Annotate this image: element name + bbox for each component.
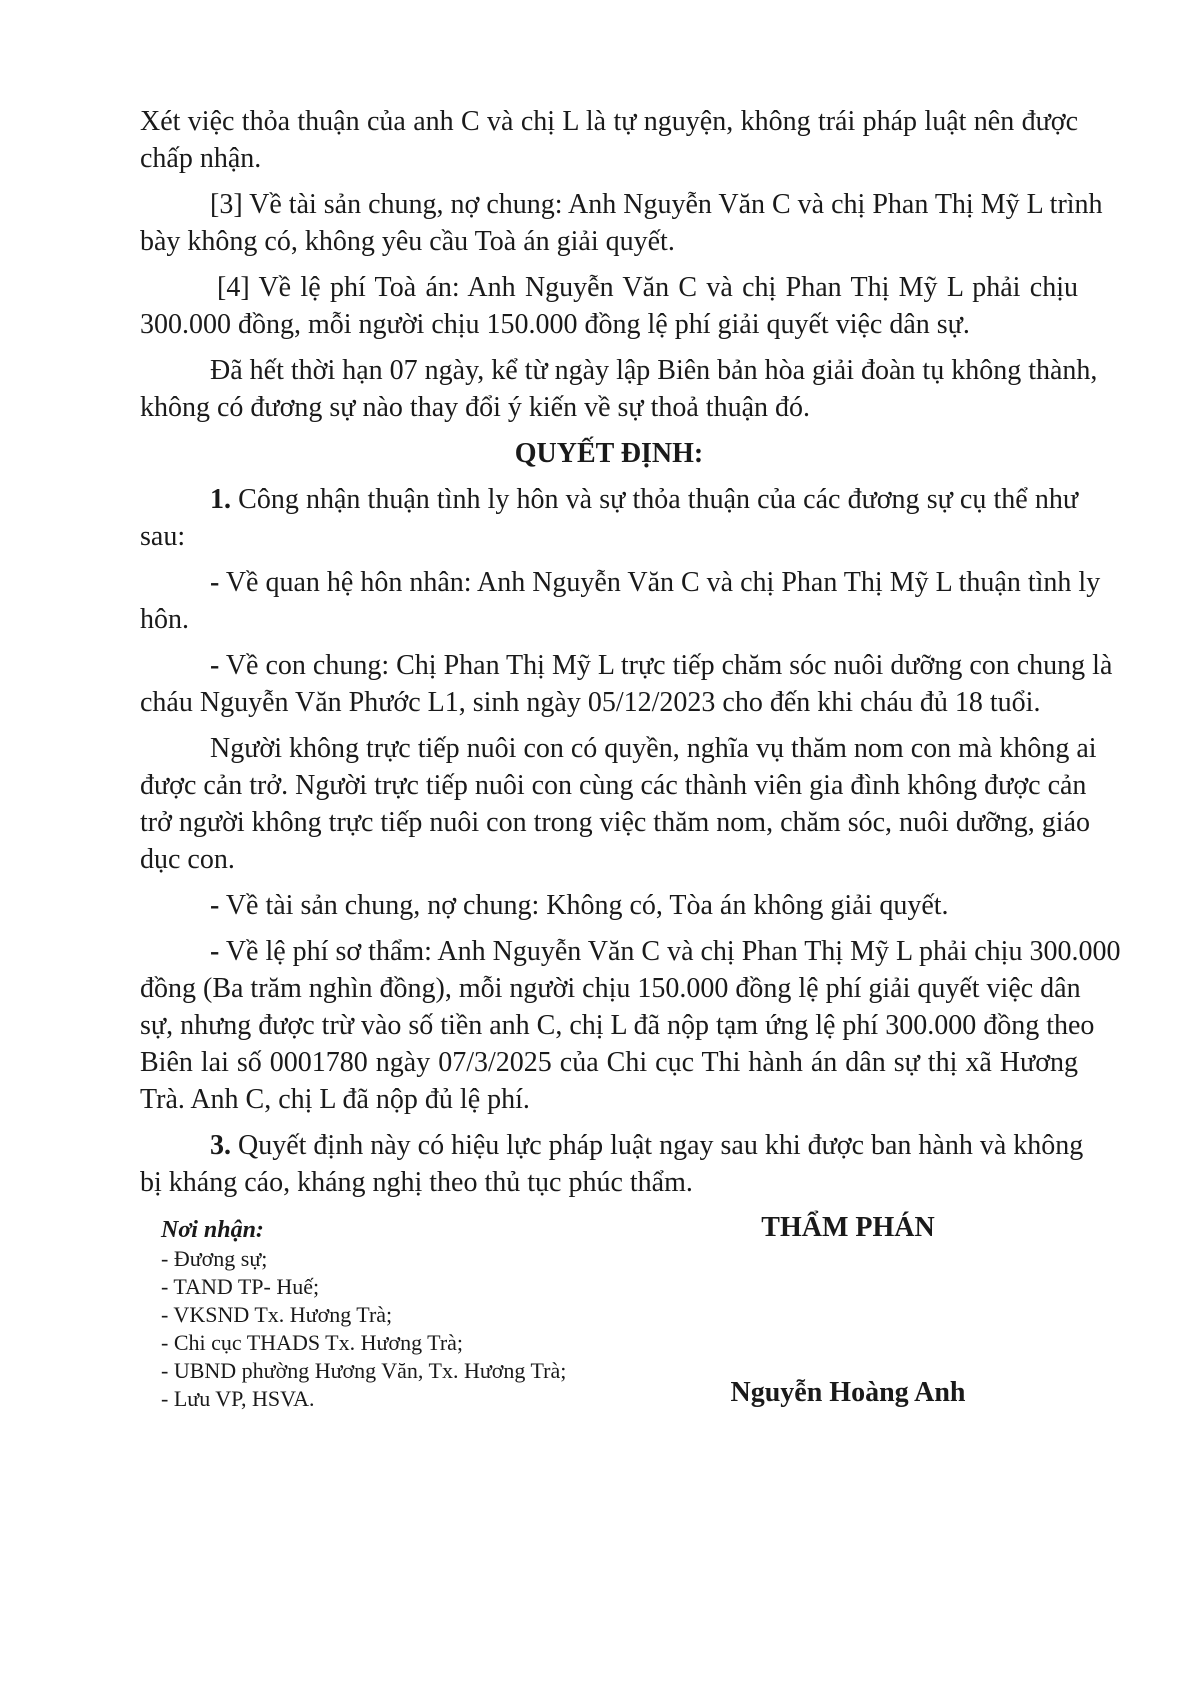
text-line: bị kháng cáo, kháng nghị theo thủ tục phúc thẩm. [140,1167,693,1198]
text-line: Người không trực tiếp nuôi con có quyền, nghĩa vụ thăm nom con mà không ai [210,733,1097,764]
line-text: Công nhận thuận tình ly hôn và sự thỏa thuận của các đương sự cụ thể như [238,484,1079,515]
text-line: cháu Nguyễn Văn Phước L1, sinh ngày 05/12/2023 cho đến khi cháu đủ 18 tuổi. [140,687,1041,718]
recipient-item: - Chi cục THADS Tx. Hương Trà; [161,1330,464,1355]
paragraph-no-change [140,352,1098,426]
signer-name: Nguyễn Hoàng Anh [730,1377,966,1408]
line-text: Về quan hệ hôn nhân: Anh Nguyễn Văn C và chị Phan Thị Mỹ L thuận tình ly [225,567,1101,598]
decision-item-1 [140,481,1078,555]
text-line [140,1127,1084,1164]
bullet-dash: - [210,936,220,967]
paragraph-common-property [140,186,1103,260]
recipient-item: - VKSND Tx. Hương Trà; [161,1302,393,1327]
bullet-dash: - [210,567,220,598]
line-text: Quyết định này có hiệu lực pháp luật ngay sau khi được ban hành và không [238,1130,1084,1161]
text-line [140,564,1101,601]
decision-visitation [140,730,1097,878]
text-line: đồng (Ba trăm nghìn đồng), mỗi người chịu 150.000 đồng lệ phí giải quyết việc dân [140,973,1081,1004]
text-line: được cản trở. Người trực tiếp nuôi con cùng các thành viên gia đình không được cản [140,770,1087,801]
recipient-item: - UBND phường Hương Văn, Tx. Hương Trà; [161,1358,567,1383]
recipient-item: - Đương sự; [161,1246,268,1271]
decision-marriage [140,564,1101,638]
item-number: 1. [210,484,231,515]
text-line: sau: [140,521,186,552]
decision-child-custody [140,647,1113,721]
text-line: Xét việc thỏa thuận của anh C và chị L là tự nguyện, không trái pháp luật nên được [140,106,1078,137]
text-line: không có đương sự nào thay đổi ý kiến về sự thoả thuận đó. [140,392,811,423]
text-line [140,481,1078,518]
decision-item-3 [140,1127,1084,1201]
decision-first-instance-fee [140,933,1121,1118]
signature-block [643,1210,1053,1420]
line-text: Về tài sản chung, nợ chung: Không có, Tòa án không giải quyết. [225,890,949,921]
bullet-dash: - [210,890,220,921]
recipient-item: - Lưu VP, HSVA. [161,1386,315,1411]
recipients-block [161,1215,566,1413]
text-line [140,933,1121,970]
bullet-dash: - [210,650,220,681]
text-line: bày không có, không yêu cầu Toà án giải quyết. [140,226,675,257]
recipients-title: Nơi nhận: [161,1217,264,1243]
line-text: Về lệ phí sơ thẩm: Anh Nguyễn Văn C và chị Phan Thị Mỹ L phải chịu 300.000 [225,936,1121,967]
text-line: dục con. [140,844,235,875]
recipients-list [161,1245,566,1413]
signer-title: THẨM PHÁN [761,1212,935,1243]
text-line: Trà. Anh C, chị L đã nộp đủ lệ phí. [140,1084,530,1115]
text-line: [3] Về tài sản chung, nợ chung: Anh Nguyễn Văn C và chị Phan Thị Mỹ L trình [210,189,1103,220]
text-line: 300.000 đồng, mỗi người chịu 150.000 đồng lệ phí giải quyết việc dân sự. [140,309,970,340]
text-line: Biên lai số 0001780 ngày 07/3/2025 của Chi cục Thi hành án dân sự thị xã Hương [140,1047,1078,1078]
text-line [140,647,1113,684]
paragraph-agreement-accepted [140,103,1078,177]
text-line: chấp nhận. [140,143,262,174]
decision-common-property [140,887,1078,924]
recipient-item: - TAND TP- Huế; [161,1274,320,1299]
decision-heading: QUYẾT ĐỊNH: [514,438,704,469]
text-line [140,887,1078,924]
line-text: Về con chung: Chị Phan Thị Mỹ L trực tiếp chăm sóc nuôi dưỡng con chung là [225,650,1113,681]
text-line: [4] Về lệ phí Toà án: Anh Nguyễn Văn C và chị Phan Thị Mỹ L phải chịu [217,272,1078,303]
item-number: 3. [210,1130,231,1161]
document-body [140,103,1121,1210]
text-line: hôn. [140,604,189,635]
text-line: Đã hết thời hạn 07 ngày, kể từ ngày lập Biên bản hòa giải đoàn tụ không thành, [210,355,1098,386]
text-line: sự, nhưng được trừ vào số tiền anh C, chị L đã nộp tạm ứng lệ phí 300.000 đồng theo [140,1010,1095,1041]
text-line: trở người không trực tiếp nuôi con trong việc thăm nom, chăm sóc, nuôi dưỡng, giáo [140,807,1091,838]
paragraph-court-fee [140,269,1078,343]
